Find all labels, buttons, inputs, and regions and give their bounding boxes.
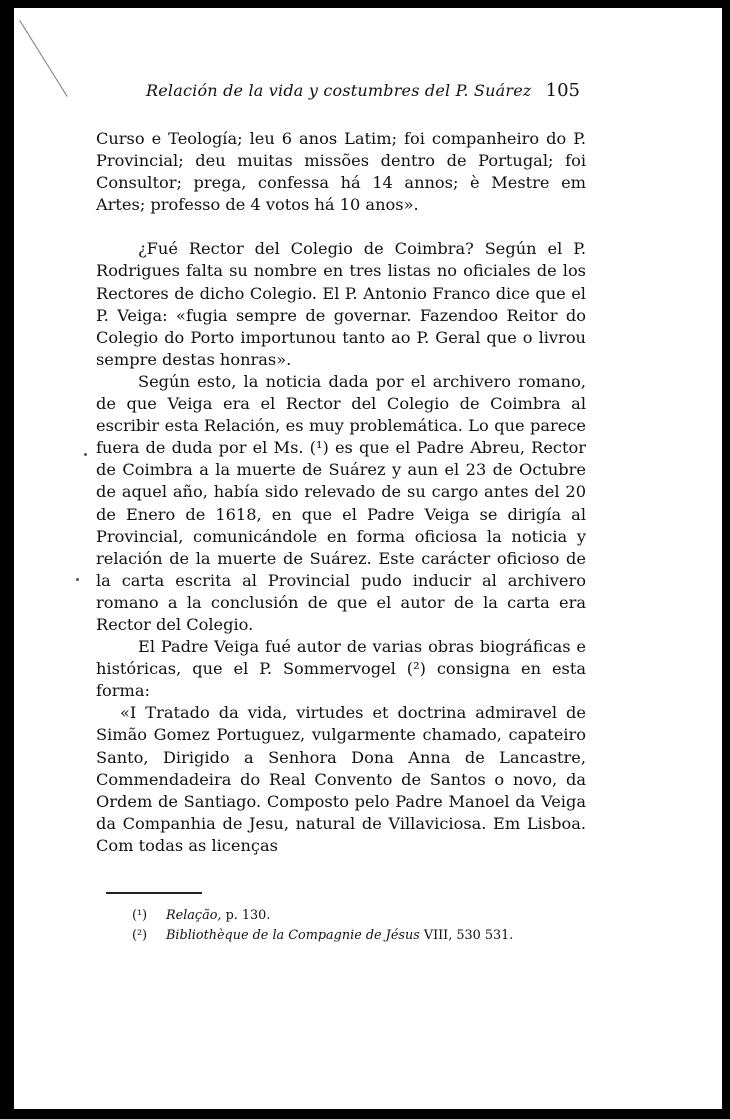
footnote-ref: p. 130. — [221, 908, 271, 923]
running-head — [146, 80, 580, 101]
scan-edge-line — [19, 20, 68, 97]
body-text — [96, 128, 586, 857]
paragraph: El Padre Veiga fué autor de varias obras biográficas e históricas, que el P. Sommervogel (²) consigna en esta forma: — [96, 637, 586, 701]
footnotes — [132, 906, 572, 946]
book-page — [14, 8, 722, 1109]
footnote — [132, 926, 572, 946]
footnote-ref: VIII, 530 531. — [419, 928, 514, 943]
paragraph: Según esto, la noticia dada por el archivero romano, de que Veiga era el Rector del Colegio de Coimbra al escribir esta Relación, es muy problemática. Lo que parece fuera de duda por el Ms. (¹) es que el Padre Abreu, Rector de Coimbra a la muerte de Suárez y aun el 23 de Octubre de aquel año, había sido relevado de su cargo antes del 20 de Enero de 1618, en que el Padre Veiga se dirigía al Provincial, comunicándole en forma oficiosa la noticia y relación de la muerte de Suárez. Este carácter oficioso de la carta escrita al Provincial pudo inducir al archivero romano a la conclusión de que el autor de la carta era Rector del Colegio. — [96, 371, 586, 634]
paragraph: Curso e Teología; leu 6 anos Latim; foi companheiro do P. Provincial; deu muitas missões dentro de Portugal; foi Consultor; prega, confessa há 14 annos; è Mestre em Artes; professo de 4 votos há 10 anos». — [96, 129, 586, 215]
scan-speck — [76, 578, 79, 581]
footnote-rule — [106, 892, 202, 894]
footnote-mark: (¹) — [132, 908, 148, 923]
scan-speck — [84, 453, 87, 456]
running-head-title: Relación de la vida y costumbres del P. Suárez — [146, 81, 532, 100]
footnote — [132, 906, 572, 926]
footnote-source: Bibliothèque de la Compagnie de Jésus — [166, 928, 420, 943]
block-quote: «I Tratado da vida, virtudes et doctrina admiravel de Simão Gomez Portuguez, vulgarmente chamado, capateiro Santo, Dirigido a Senhora Dona Anna de Lancastre, Commendadeira do Real Convento de Santos o novo, da Ordem de Santiago. Composto pelo Padre Manoel da Veiga da Companhia de Jesu, natural de Villaviciosa. Em Lisboa. Com todas as licenças — [96, 703, 586, 855]
paragraph: ¿Fué Rector del Colegio de Coimbra? Según el P. Rodrigues falta su nombre en tres listas no oficiales de los Rectores de dicho Colegio. El P. Antonio Franco dice que el P. Veiga: «fugia sempre de governar. Fazendoo Reitor do Colegio do Porto importunou tanto ao P. Geral que o livrou sempre destas honras». — [96, 239, 586, 369]
footnote-source: Relação, — [166, 908, 222, 923]
footnote-mark: (²) — [132, 928, 148, 943]
page-number: 105 — [545, 80, 580, 101]
